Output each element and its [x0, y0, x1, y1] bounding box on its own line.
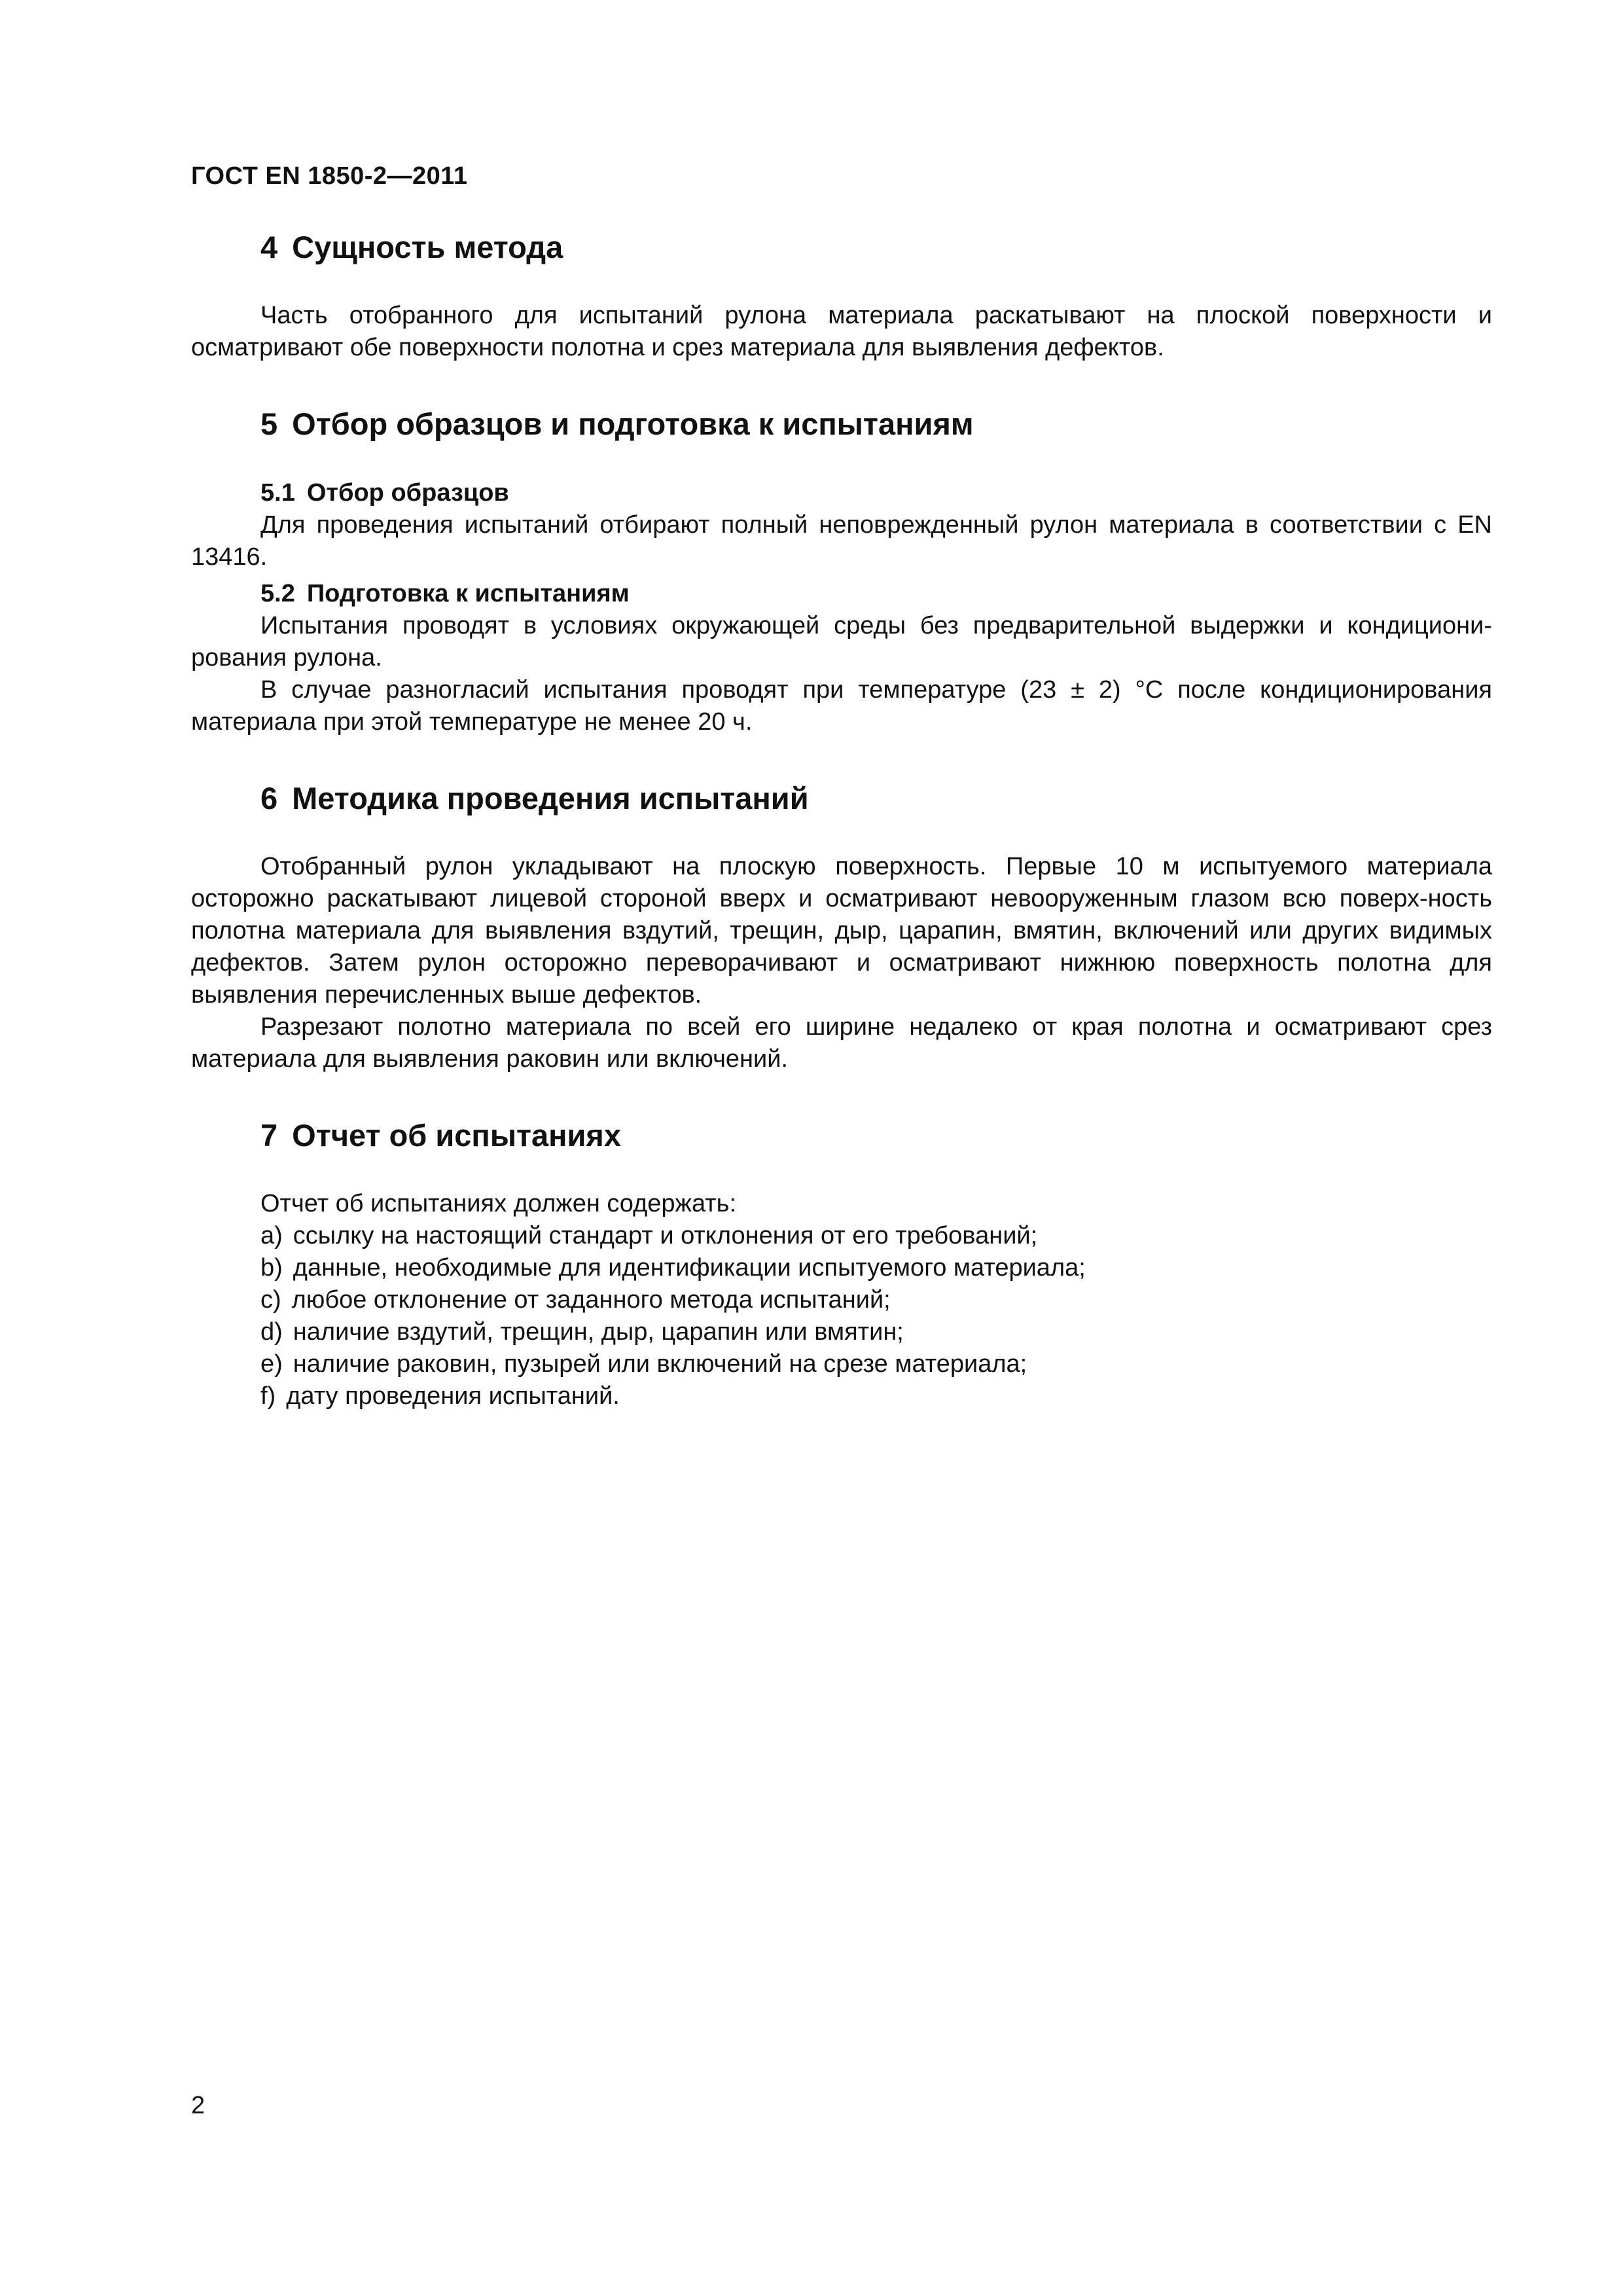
- section-7-intro: Отчет об испытаниях должен содержать:: [260, 1190, 737, 1217]
- subsection-5-2-heading: [191, 577, 1492, 610]
- list-item-text: любое отклонение от заданного метода испытаний;: [291, 1286, 891, 1314]
- subsection-5-2-paragraph-1: Испытания проводят в условиях окружающей среды без предварительной выдержки и кондициони-рования рулона.: [191, 612, 1492, 672]
- subsection-5-1-heading: [191, 476, 1492, 509]
- section-6-paragraph-1: Отобранный рулон укладывают на плоскую поверхность. Первые 10 м испытуемого материала осторожно раскатывают лицевой стороной вверх и осматривают невооруженным глазом всю поверх-ность полотна материала для выявления вздутий, трещин, дыр, царапин, вмятин, включений или других видимых дефектов. Затем рулон осторожно переворачивают и осматривают нижнюю поверхность полотна для выявления перечисленных выше дефектов.: [191, 853, 1492, 1009]
- list-item: [191, 1348, 1492, 1380]
- section-7-number: 7: [260, 1118, 278, 1153]
- list-item: [191, 1220, 1492, 1252]
- section-5-number: 5: [260, 406, 278, 441]
- section-4-heading: [191, 228, 1492, 267]
- subsection-5-1-paragraph: Для проведения испытаний отбирают полный неповрежденный рулон материала в соответствии с EN 13416.: [191, 511, 1492, 571]
- section-4-title: Сущность метода: [292, 230, 563, 264]
- list-item-marker: а): [260, 1222, 283, 1249]
- list-item: [191, 1316, 1492, 1348]
- list-item-text: данные, необходимые для идентификации испытуемого материала;: [293, 1254, 1086, 1282]
- section-6-heading: [191, 779, 1492, 818]
- subsection-5-1-number: 5.1: [260, 479, 295, 507]
- subsection-5-1-title: Отбор образцов: [306, 479, 509, 507]
- list-item-text: ссылку на настоящий стандарт и отклонения от его требований;: [293, 1222, 1038, 1249]
- subsection-5-2-title: Подготовка к испытаниям: [306, 580, 630, 607]
- list-item-marker: b): [260, 1254, 283, 1282]
- list-item-text: дату проведения испытаний.: [286, 1382, 620, 1410]
- section-6-title: Методика проведения испытаний: [292, 781, 809, 816]
- list-item: [191, 1380, 1492, 1412]
- section-7-heading: [191, 1116, 1492, 1155]
- section-5-heading: [191, 404, 1492, 444]
- list-item-marker: f): [260, 1382, 276, 1410]
- section-6-number: 6: [260, 781, 278, 816]
- page-number: 2: [191, 2092, 205, 2119]
- list-item: [191, 1284, 1492, 1316]
- list-item-text: наличие раковин, пузырей или включений на срезе материала;: [293, 1350, 1027, 1378]
- section-7-title: Отчет об испытаниях: [292, 1118, 621, 1153]
- list-item-marker: е): [260, 1350, 283, 1378]
- section-4-number: 4: [260, 230, 278, 264]
- subsection-5-2-paragraph-2: В случае разногласий испытания проводят при температуре (23 ± 2) °С после кондиционирования материала при этой температуре не менее 20 ч.: [191, 676, 1492, 736]
- section-5-title: Отбор образцов и подготовка к испытаниям: [292, 406, 974, 441]
- list-item-text: наличие вздутий, трещин, дыр, царапин или вмятин;: [293, 1318, 904, 1346]
- document-body: [191, 228, 1492, 1412]
- list-item-marker: d): [260, 1318, 283, 1346]
- standard-code-header: ГОСТ EN 1850-2—2011: [191, 162, 468, 190]
- list-item: [191, 1252, 1492, 1284]
- section-4-paragraph: Часть отобранного для испытаний рулона материала раскатывают на плоской поверхности и осматривают обе поверхности полотна и срез материала для выявления дефектов.: [191, 302, 1492, 361]
- section-6-paragraph-2: Разрезают полотно материала по всей его ширине недалеко от края полотна и осматривают срез материала для выявления раковин или включений.: [191, 1013, 1492, 1073]
- list-item-marker: с): [260, 1286, 281, 1314]
- report-contents-list: [191, 1220, 1492, 1412]
- subsection-5-2-number: 5.2: [260, 580, 295, 607]
